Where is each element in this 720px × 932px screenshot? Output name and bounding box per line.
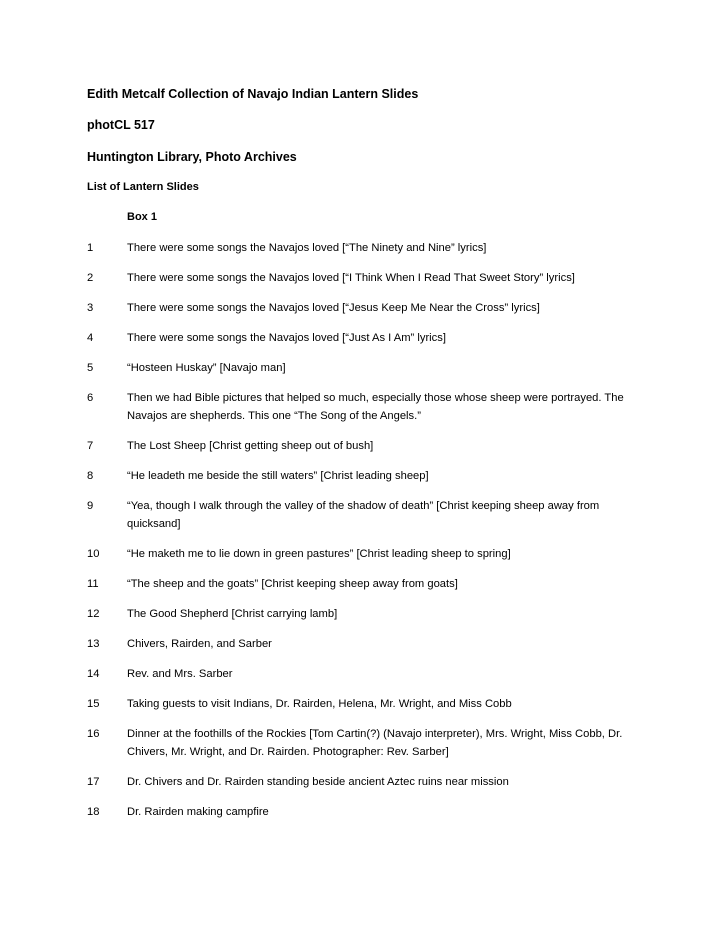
slide-description: Then we had Bible pictures that helped so much, especially those whose sheep were portrayed. The Navajos are shepherds. This one “The Song of the Angels.”: [127, 392, 624, 422]
slide-number: 17: [87, 776, 100, 788]
slide-number: 16: [87, 728, 100, 740]
list-heading: List of Lantern Slides: [87, 181, 199, 193]
slide-number: 8: [87, 470, 94, 482]
slide-description: There were some songs the Navajos loved [“I Think When I Read That Sweet Story” lyrics]: [127, 272, 575, 284]
slide-number: 6: [87, 392, 94, 404]
slide-number: 3: [87, 302, 94, 314]
call-number: photCL 517: [87, 118, 155, 132]
slide-number: 12: [87, 608, 100, 620]
slide-description: “Yea, though I walk through the valley of the shadow of death” [Christ keeping sheep away from quicksand]: [127, 500, 600, 530]
slide-description: The Lost Sheep [Christ getting sheep out of bush]: [127, 440, 374, 452]
box-label: Box 1: [127, 211, 157, 223]
slide-description: Dinner at the foothills of the Rockies [Tom Cartin(?) (Navajo interpreter), Mrs. Wright, Miss Cobb, Dr. Chivers, Mr. Wright, and Dr. Rairden. Photographer: Rev. Sarber]: [127, 728, 623, 758]
slide-number: 18: [87, 806, 100, 818]
slide-description: Dr. Chivers and Dr. Rairden standing beside ancient Aztec ruins near mission: [127, 776, 509, 788]
slide-number: 7: [87, 440, 94, 452]
slide-number: 2: [87, 272, 94, 284]
slide-description: There were some songs the Navajos loved [“Jesus Keep Me Near the Cross” lyrics]: [127, 302, 540, 314]
slide-description: “He leadeth me beside the still waters” [Christ leading sheep]: [127, 470, 429, 482]
document-title: Edith Metcalf Collection of Navajo Indian Lantern Slides: [87, 87, 419, 101]
slide-description: “Hosteen Huskay” [Navajo man]: [127, 362, 286, 374]
slide-description: Rev. and Mrs. Sarber: [127, 668, 233, 680]
slide-number: 13: [87, 638, 100, 650]
slide-number: 11: [87, 578, 99, 590]
slide-description: There were some songs the Navajos loved [“The Ninety and Nine” lyrics]: [127, 242, 487, 254]
slide-description: Chivers, Rairden, and Sarber: [127, 638, 272, 650]
slide-number: 4: [87, 332, 94, 344]
slide-description: Dr. Rairden making campfire: [127, 806, 269, 818]
slide-description: The Good Shepherd [Christ carrying lamb]: [127, 608, 338, 620]
slide-description: Taking guests to visit Indians, Dr. Rairden, Helena, Mr. Wright, and Miss Cobb: [127, 698, 512, 710]
slide-number: 9: [87, 500, 94, 512]
slide-number: 15: [87, 698, 100, 710]
repository-name: Huntington Library, Photo Archives: [87, 150, 297, 164]
slide-number: 1: [87, 242, 94, 254]
slide-number: 5: [87, 362, 94, 374]
slide-number: 14: [87, 668, 100, 680]
slide-description: There were some songs the Navajos loved [“Just As I Am” lyrics]: [127, 332, 446, 344]
slide-description: “He maketh me to lie down in green pastures” [Christ leading sheep to spring]: [127, 548, 511, 560]
slide-number: 10: [87, 548, 100, 560]
slide-description: “The sheep and the goats” [Christ keeping sheep away from goats]: [127, 578, 458, 590]
